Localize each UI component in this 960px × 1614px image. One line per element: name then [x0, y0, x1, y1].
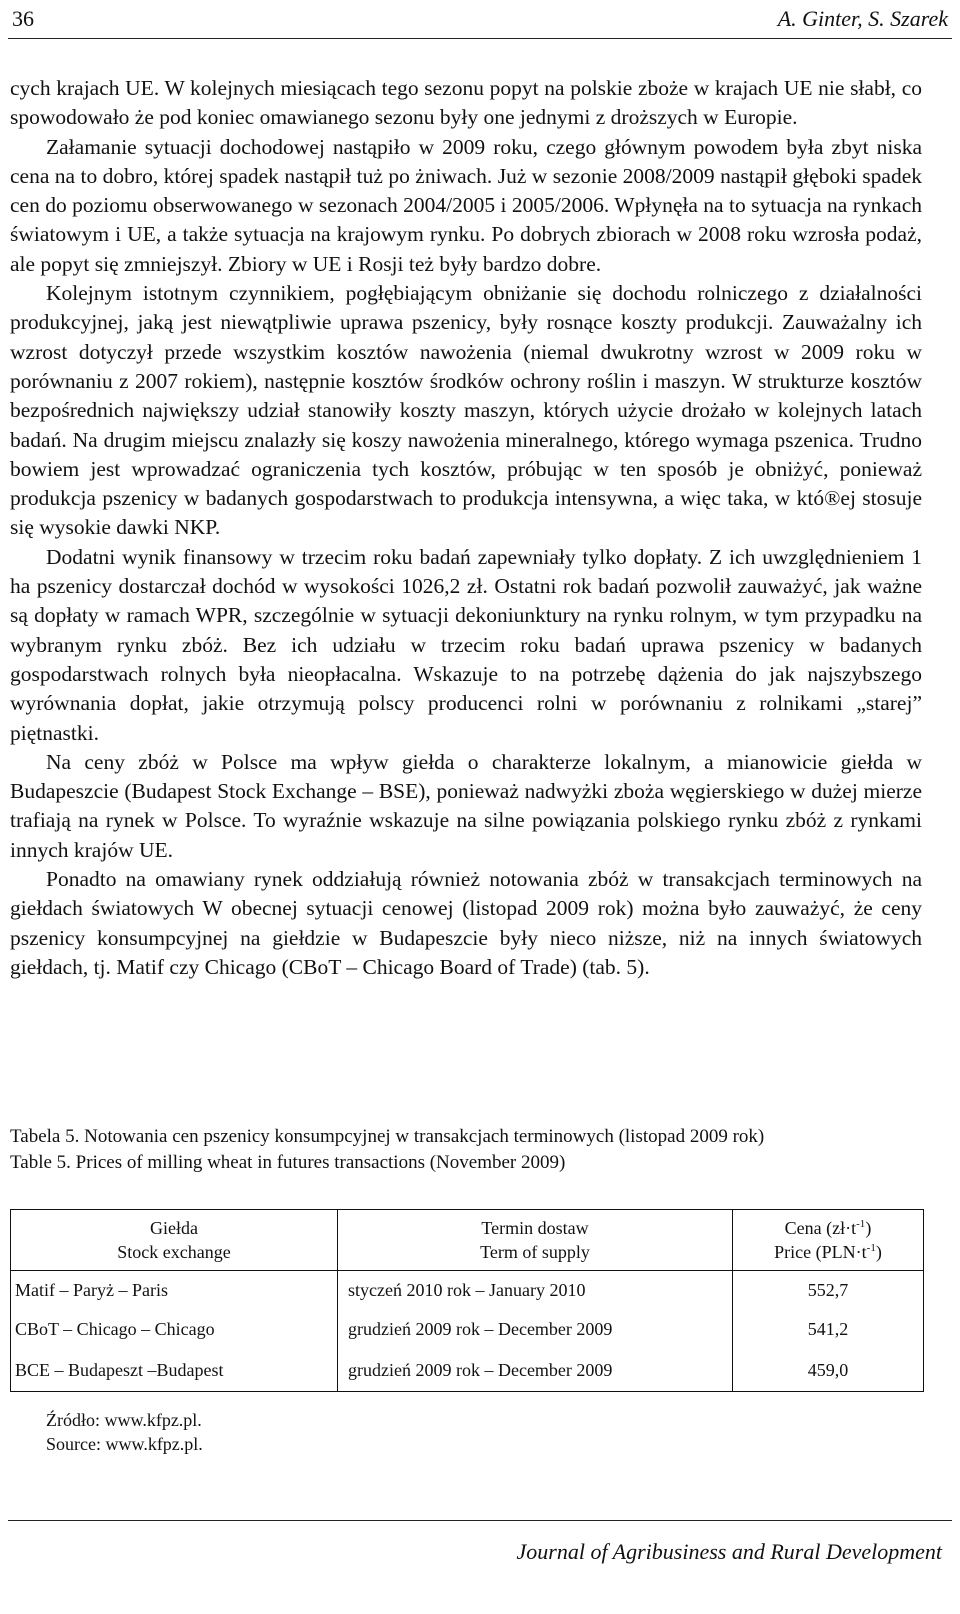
prices-table: [10, 1209, 924, 1392]
cell-price: 459,0: [733, 1349, 924, 1392]
table-row: [11, 1349, 924, 1392]
source-pl: Źródło: www.kfpz.pl.: [46, 1410, 202, 1430]
cell-term: styczeń 2010 rok – January 2010: [338, 1271, 733, 1311]
table-row: [11, 1271, 924, 1311]
table-caption-en: Table 5. Prices of milling wheat in futures transactions (November 2009): [10, 1152, 566, 1173]
cell-exchange: Matif – Paryż – Paris: [11, 1271, 338, 1311]
page-number: 36: [12, 6, 34, 31]
header-price: Cena $(zł\cdot t^{-1})$ Price $(PLN\cdot t^{-1})$: [733, 1210, 924, 1271]
page-footer: [8, 1520, 952, 1565]
header-exchange: Giełda Stock exchange: [11, 1210, 338, 1271]
cell-term: grudzień 2009 rok – December 2009: [338, 1310, 733, 1349]
cell-price: 552,7: [733, 1271, 924, 1311]
paragraph: Ponadto na omawiany rynek oddziałują również notowania zbóż w transakcjach terminowych na giełdach światowych W obecnej sytuacji cenowej (listopad 2009 rok) można było zauważyć, że ceny pszenicy konsumpcyjnej na giełdzie w Budapeszcie były nieco niższe, niż na innych światowych giełdach, tj. Matif czy Chicago (CBoT – Chicago Board of Trade) (tab. 5).: [10, 867, 922, 979]
cell-exchange: BCE – Budapeszt –Budapest: [11, 1349, 338, 1392]
cell-term: grudzień 2009 rok – December 2009: [338, 1349, 733, 1392]
paragraph: Załamanie sytuacji dochodowej nastąpiło w 2009 roku, czego głównym powodem była zbyt niska cena na to dobro, której spadek nastąpił tuż po żniwach. Już w sezonie 2008/2009 nastąpił głęboki spadek cen do poziomu obserwowanego w sezonach 2004/2005 i 2005/2006. Wpłynęła na to sytuacja na rynkach światowym i UE, a także sytuacja na krajowym rynku. Po dobrych zbiorach w 2008 roku wzrosła podaż, ale popyt się zmniejszył. Zbiory w UE i Rosji też były bardzo dobre.: [10, 134, 922, 276]
table-source: [46, 1408, 203, 1456]
cell-exchange: CBoT – Chicago – Chicago: [11, 1310, 338, 1349]
journal-name: Journal of Agribusiness and Rural Development: [516, 1539, 942, 1564]
table-caption-pl: Tabela 5. Notowania cen pszenicy konsumpcyjnej w transakcjach terminowych (listopad 2009 rok): [10, 1126, 765, 1147]
cell-price: 541,2: [733, 1310, 924, 1349]
paragraph: Kolejnym istotnym czynnikiem, pogłębiającym obniżanie się dochodu rolniczego z działalności produkcyjnej, jaką jest niewątpliwie uprawa pszenicy, były rosnące koszty produkcji. Zauważalny ich wzrost dotyczył przede wszystkim kosztów nawożenia (niemal dwukrotny wzrost w 2009 roku w porównaniu z 2007 rokiem), następnie kosztów środków ochrony roślin i maszyn. W strukturze kosztów bezpośrednich największy udział stanowiły koszty maszyn, których użycie drożało w kolejnych latach badań. Na drugim miejscu znalazły się koszy nawożenia mineralnego, którego wymaga pszenica. Trudno bowiem jest wprowadzać ograniczenia tych kosztów, próbując w ten sposób je obniżyć, ponieważ produkcja pszenicy w badanych gospodarstwach to produkcja intensywna, a więc taka, w któ®ej stosuje się wysokie dawki NKP.: [10, 281, 922, 540]
header-term: Termin dostaw Term of supply: [338, 1210, 733, 1271]
running-head-authors: A. Ginter, S. Szarek: [777, 6, 948, 31]
paragraph: Dodatni wynik finansowy w trzecim roku badań zapewniały tylko dopłaty. Z ich uwzględnieniem 1 ha pszenicy dostarczał dochód w wysokości 1026,2 zł. Ostatni rok badań pozwolił zauważyć, jak ważne są dopłaty w ramach WPR, szczególnie w sytuacji dekoniunktury na rynku rolnym, w tym przypadku na wybranym rynku zbóż. Bez ich udziału w trzecim roku badań uprawa pszenicy w badanych gospodarstwach rolnych była nieopłacalna. Wskazuje to na potrzebę dążenia do jak najszybszego wyrównania dopłat, jakie otrzymują polscy producenci rolni w porównaniu z rolnikami „starej” piętnastki.: [10, 544, 922, 745]
page-header: [8, 2, 952, 39]
body-text: [10, 74, 922, 982]
table-caption: [10, 1124, 940, 1176]
table-row: [11, 1310, 924, 1349]
paragraph: cych krajach UE. W kolejnych miesiącach tego sezonu popyt na polskie zboże w krajach UE nie słabł, co spowodowało że pod koniec omawianego sezonu były one jednymi z droższych w Europie.: [10, 76, 922, 130]
source-en: Source: www.kfpz.pl.: [46, 1434, 203, 1454]
paragraph: Na ceny zbóż w Polsce ma wpływ giełda o charakterze lokalnym, a mianowicie giełda w Budapeszcie (Budapest Stock Exchange – BSE), ponieważ nadwyżki zboża węgierskiego w dużej mierze trafiają na rynek w Polsce. To wyraźnie wskazuje na silne powiązania polskiego rynku zbóż z rynkami innych krajów UE.: [10, 749, 922, 862]
table-header-row: [11, 1210, 924, 1271]
